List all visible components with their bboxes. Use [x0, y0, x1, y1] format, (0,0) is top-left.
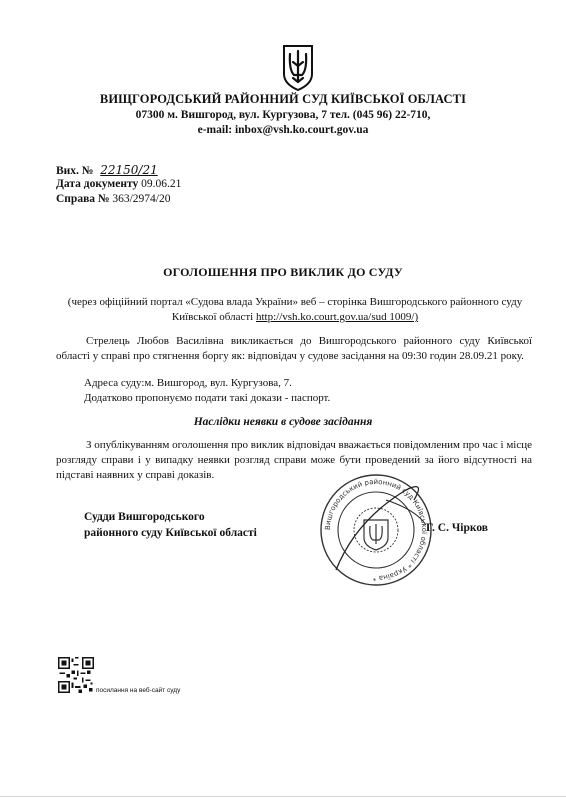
document-date-row: [56, 178, 181, 190]
portal-note-text: (через офіційний портал «Судова влада України» веб – сторінка Вишгородського районного суду Київської області: [67, 296, 523, 323]
document-date-label: Дата документу: [56, 178, 139, 190]
court-address-line: Адреса суду:м. Вишгород, вул. Кургузова, 7.: [84, 377, 292, 389]
qr-code-icon[interactable]: [58, 657, 94, 693]
court-name: ВИЩГОРОДСЬКИЙ РАЙОННИЙ СУД КИЇВСЬКОЇ ОБЛАСТІ: [99, 92, 467, 106]
case-number-row: [56, 193, 170, 205]
case-number-value: 363/2974/20: [112, 193, 171, 205]
evidence-line: Додатково пропонуємо подати такі докази - паспорт.: [84, 392, 331, 404]
document-date-value: 09.06.21: [141, 178, 182, 190]
judge-title-line2: районного суду Київської області: [84, 527, 257, 539]
court-stamp-icon: [316, 470, 436, 590]
court-address: 07300 м. Вишгород, вул. Кургузова, 7 тел. (045 96) 22-710,: [135, 109, 431, 121]
outgoing-number-label: Вих. №: [56, 165, 94, 177]
page-bottom-divider: [0, 796, 566, 797]
outgoing-number-value: 22150/21: [100, 163, 158, 177]
summons-paragraph: Стрелець Любов Василівна викликається до Вишгородського районного суду Київської області у справі про стягнення боргу як: відповідач у судове засідання на 09:30 годин 28.09.21 року.: [56, 335, 532, 362]
case-number-label: Справа №: [56, 193, 110, 205]
consequences-heading: Наслідки неявки в судове засідання: [193, 416, 373, 428]
stamp-text: Вишгородський районний суд Київської області * Україна *: [323, 477, 429, 583]
consequences-paragraph: З опублікуванням оголошення про виклик відповідач вважається повідомленим про час і місце розгляду справи і у випадку неявки розгляд справи може бути проведений за його відсутності на підставі наявних у справі доказів.: [56, 439, 532, 481]
portal-note: [60, 295, 530, 325]
signature-block-left: [84, 509, 257, 541]
outgoing-number-row: [56, 163, 158, 177]
page-title: ОГОЛОШЕННЯ ПРО ВИКЛИК ДО СУДУ: [163, 265, 403, 279]
ukraine-emblem-icon: [281, 42, 315, 92]
judge-name: Г. С. Чірков: [426, 522, 489, 534]
court-email: e-mail: inbox@vsh.ko.court.gov.ua: [197, 124, 369, 136]
portal-link[interactable]: http://vsh.ko.court.gov.ua/sud 1009/): [255, 311, 419, 323]
qr-caption: посилання на веб-сайт суду: [96, 687, 181, 694]
judge-title-line1: Судди Вишгородського: [84, 511, 205, 523]
